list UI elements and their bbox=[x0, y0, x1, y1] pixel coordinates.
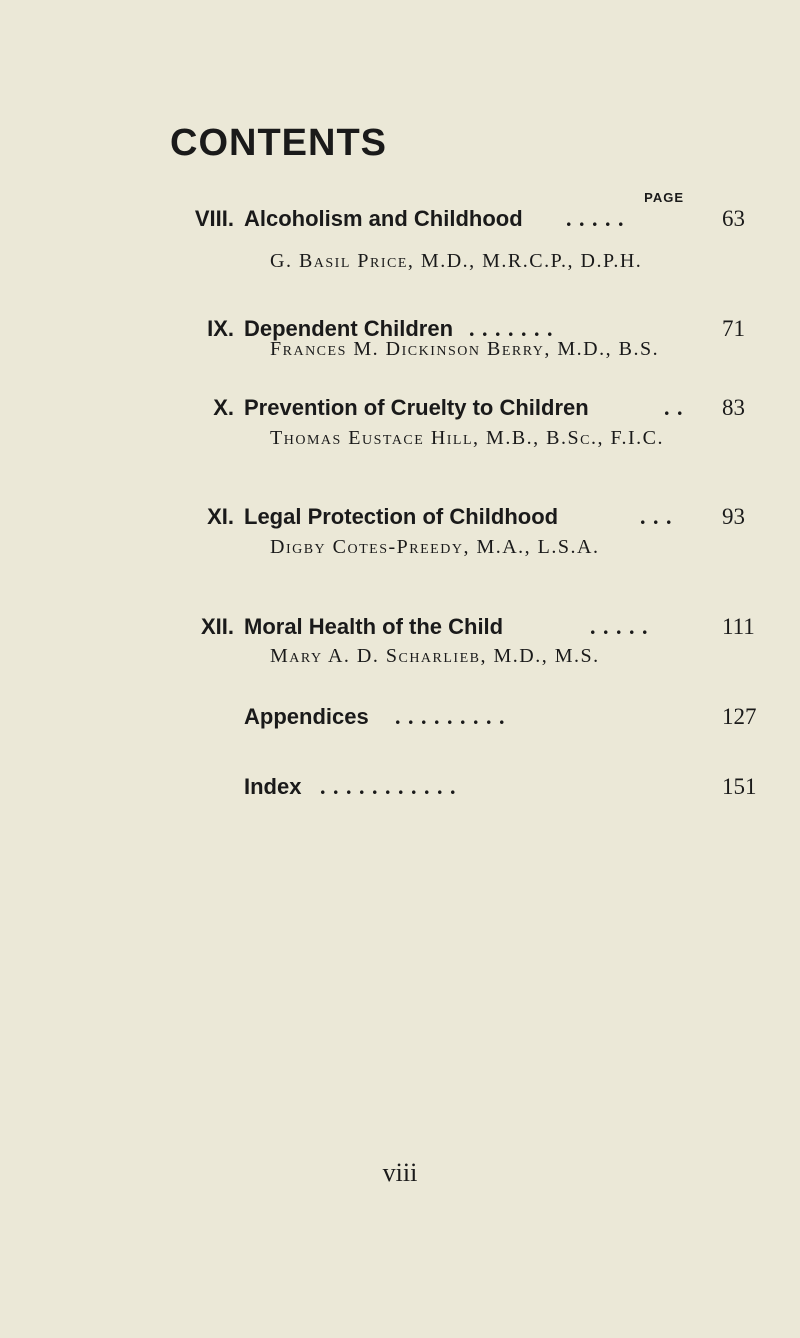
dot-leaders: . . . . . . . bbox=[469, 316, 554, 341]
page-number: 111 bbox=[722, 614, 755, 639]
toc-entry-chapter-viii[interactable] bbox=[0, 199, 800, 239]
dot-leaders: . . . . . bbox=[566, 206, 625, 231]
chapter-numeral: VIII. bbox=[194, 206, 234, 231]
chapter-title[interactable]: Legal Protection of Childhood bbox=[244, 504, 559, 529]
dot-leaders: . . . bbox=[640, 504, 673, 529]
page-column-label: PAGE bbox=[644, 190, 684, 205]
chapter-title[interactable]: Prevention of Cruelty to Children bbox=[244, 395, 589, 420]
page-title: CONTENTS bbox=[170, 122, 387, 164]
chapter-author: G. Basil Price, M.D., M.R.C.P., D.P.H. bbox=[270, 250, 643, 272]
chapter-title[interactable]: Moral Health of the Child bbox=[244, 614, 504, 639]
page-number: 127 bbox=[722, 704, 757, 729]
dot-leaders: . . . . . bbox=[590, 614, 649, 639]
toc-entry-appendices[interactable] bbox=[0, 697, 800, 737]
chapter-author: Digby Cotes-Preedy, M.A., L.S.A. bbox=[270, 536, 600, 558]
chapter-title[interactable]: Alcoholism and Childhood bbox=[244, 206, 523, 231]
page-number: 93 bbox=[722, 504, 745, 529]
page-folio: viii bbox=[382, 1158, 418, 1187]
chapter-author: Mary A. D. Scharlieb, M.D., M.S. bbox=[270, 645, 600, 667]
chapter-numeral: X. bbox=[213, 395, 234, 420]
chapter-author: Frances M. Dickinson Berry, M.D., B.S. bbox=[270, 338, 660, 360]
page-number: 63 bbox=[722, 206, 745, 231]
dot-leaders: . . bbox=[664, 395, 684, 420]
page-number: 83 bbox=[722, 395, 745, 420]
chapter-numeral: XII. bbox=[200, 614, 234, 639]
page-number: 151 bbox=[722, 774, 757, 799]
dot-leaders: . . . . . . . . . bbox=[395, 704, 506, 729]
dot-leaders: . . . . . . . . . . . bbox=[320, 774, 457, 799]
entry-title[interactable]: Appendices bbox=[244, 704, 369, 729]
chapter-numeral: IX. bbox=[207, 316, 234, 341]
page-number: 71 bbox=[722, 316, 745, 341]
entry-title[interactable]: Index bbox=[244, 774, 302, 799]
chapter-numeral: XI. bbox=[207, 504, 234, 529]
toc-entry-index[interactable] bbox=[0, 767, 800, 807]
chapter-author: Thomas Eustace Hill, M.B., B.Sc., F.I.C. bbox=[270, 427, 664, 449]
chapter-title[interactable]: Dependent Children bbox=[244, 316, 454, 341]
